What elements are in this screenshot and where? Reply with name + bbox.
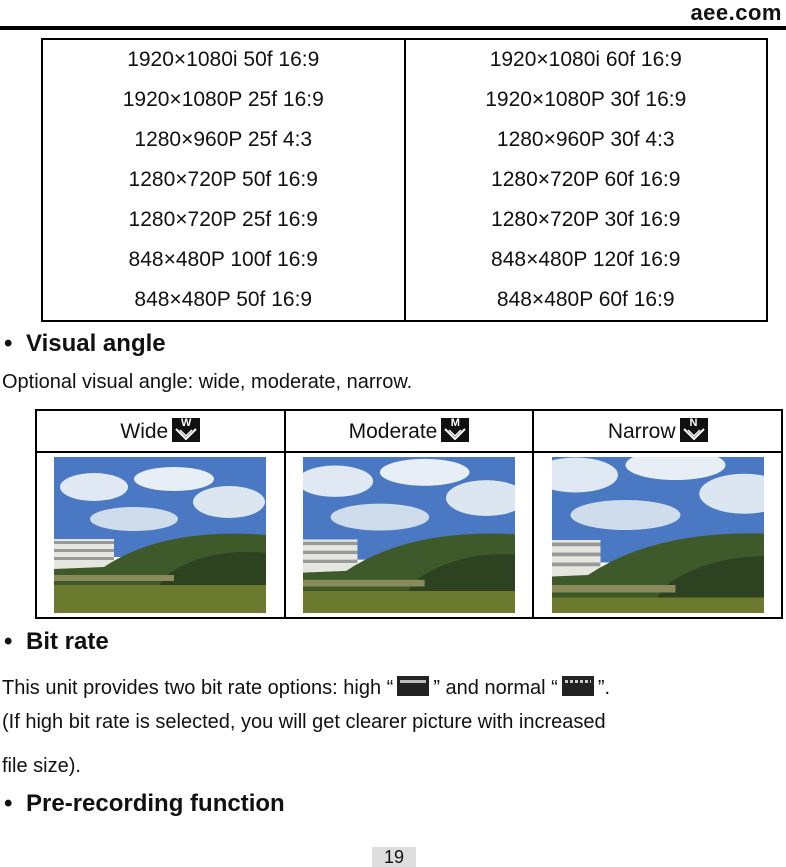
- resolution-cell: 1280×960P 25f 4:3: [42, 120, 405, 160]
- visual-angle-description: Optional visual angle: wide, moderate, narrow.: [2, 371, 413, 393]
- angle-label: Narrow: [607, 420, 676, 443]
- angle-header-wide: [36, 410, 285, 452]
- resolution-cell: 1920×1080i 60f 16:9: [489, 48, 682, 71]
- brand-logo: aee.com: [690, 0, 782, 25]
- header-rule: [0, 26, 786, 30]
- angle-photo-cell: [533, 452, 782, 618]
- resolution-cell: 1280×960P 30f 4:3: [496, 128, 675, 151]
- angle-header-moderate: [285, 410, 534, 452]
- narrow-angle-icon: N: [680, 418, 708, 442]
- landscape-photo: [552, 457, 764, 613]
- visual-angle-table: [35, 409, 783, 619]
- resolution-cell: 848×480P 60f 16:9: [496, 288, 675, 311]
- angle-label: Moderate: [348, 420, 438, 443]
- resolution-table: [41, 38, 768, 322]
- resolution-row: [42, 200, 767, 240]
- angle-photo-cell: [36, 452, 285, 618]
- resolution-cell: 1280×720P 25f 16:9: [42, 200, 405, 240]
- bit-rate-line-1: This unit provides two bit rate options: high “ ” and normal “ ”.: [2, 677, 611, 699]
- angle-photo-cell: [285, 452, 534, 618]
- resolution-cell: 848×480P 100f 16:9: [42, 240, 405, 280]
- resolution-cell: 1280×720P 60f 16:9: [491, 168, 681, 191]
- pre-recording-heading: • Pre-recording function: [4, 790, 285, 817]
- bit-rate-line-2: (If high bit rate is selected, you will get clearer picture with increased: [2, 711, 606, 733]
- visual-angle-heading: • Visual angle: [4, 330, 166, 357]
- page-number: 19: [372, 847, 416, 867]
- resolution-row: [42, 160, 767, 200]
- resolution-cell: 848×480P 120f 16:9: [491, 248, 681, 271]
- resolution-row: [42, 39, 767, 80]
- angle-header-narrow: [533, 410, 782, 452]
- landscape-photo: [54, 457, 266, 613]
- bit-rate-heading: • Bit rate: [4, 628, 109, 655]
- high-bitrate-icon: [397, 676, 429, 696]
- resolution-cell: 1280×720P 50f 16:9: [42, 160, 405, 200]
- resolution-cell: 1920×1080P 30f 16:9: [485, 88, 687, 111]
- resolution-row: [42, 120, 767, 160]
- resolution-cell: 1280×720P 30f 16:9: [491, 208, 681, 231]
- resolution-row: [42, 240, 767, 280]
- resolution-cell: 1920×1080i 50f 16:9: [42, 39, 405, 80]
- landscape-photo: [303, 457, 515, 613]
- resolution-cell: 848×480P 50f 16:9: [42, 280, 405, 321]
- bit-rate-line-3: file size).: [2, 755, 81, 777]
- angle-label: Wide: [120, 420, 169, 443]
- resolution-row: [42, 80, 767, 120]
- normal-bitrate-icon: [562, 676, 594, 696]
- moderate-angle-icon: M: [441, 418, 469, 442]
- resolution-row: [42, 280, 767, 321]
- resolution-cell: 1920×1080P 25f 16:9: [42, 80, 405, 120]
- wide-angle-icon: W: [172, 418, 200, 442]
